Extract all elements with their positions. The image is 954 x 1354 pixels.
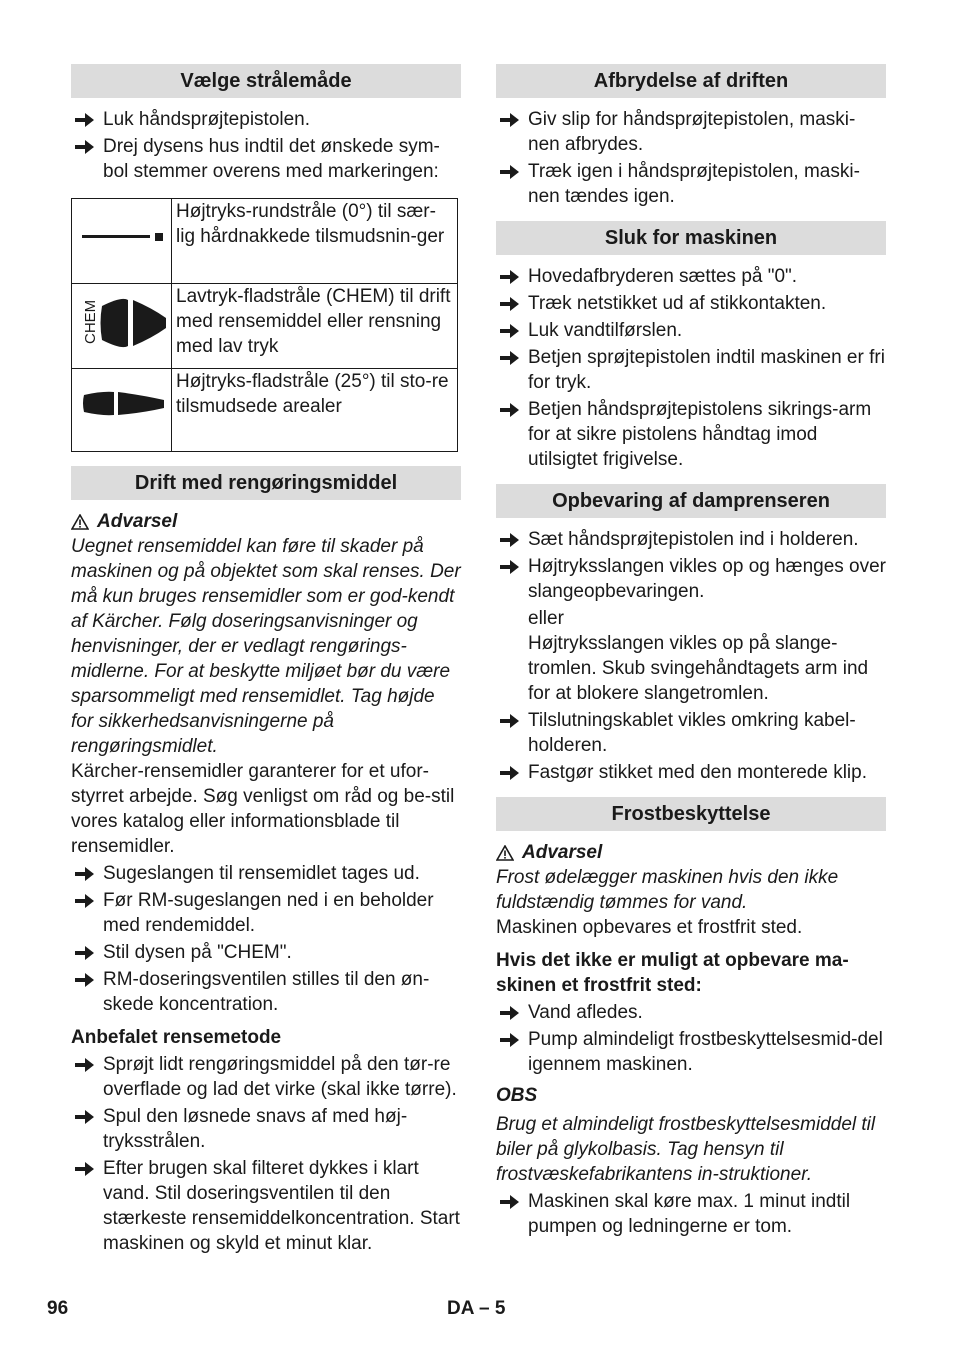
section-heading: Frostbeskyttelse — [496, 797, 886, 831]
list-item: Giv slip for håndsprøjtepistolen, maski-nen afbrydes. — [496, 107, 886, 157]
arrow-icon — [500, 113, 519, 127]
flat-jet-icon — [72, 369, 171, 445]
left-column — [71, 64, 461, 1258]
arrow-icon — [500, 270, 519, 284]
arrow-icon — [75, 867, 94, 881]
alternative-text: Højtryksslangen vikles op på slange-tromlen. Skub svingehåndtagets arm ind for at blokere slangetromlen. — [528, 633, 869, 704]
table-cell — [72, 369, 172, 452]
arrow-icon — [500, 766, 519, 780]
note-text: Brug et almindeligt frostbeskyttelsesmiddel til biler på glykolbasis. Tag hensyn til frostvæskefabrikantens in-struktioner. — [496, 1114, 876, 1185]
language-page-label: DA – 5 — [447, 1298, 506, 1319]
arrow-icon — [75, 946, 94, 960]
section-heading: Sluk for maskinen — [496, 221, 886, 255]
section-heading: Vælge strålemåde — [71, 64, 461, 98]
paragraph: Maskinen opbevares et frostfrit sted. — [496, 917, 803, 938]
list-item: Fastgør stikket med den monterede klip. — [496, 760, 886, 785]
warning-text: Uegnet rensemiddel kan føre til skader på maskinen og på objektet som skal renses. Der må kun bruges rensemidler som er god-kendt af Kärcher. Følg doseringsanvisninger og henvisninger, der er vedlagt rengørings-midlerne. For at beskytte miljøet bør du være sparsommeligt med rensemidlet. Tag højde for sikkerhedsanvisningerne på rengøringsmidlet. — [71, 536, 461, 757]
right-column — [496, 64, 886, 1241]
list-item: Efter brugen skal filteret dykkes i klart vand. Stil doseringsventilen til den stærkeste rensemiddelkoncentration. Start maskinen og skyld et minut klar. — [71, 1156, 461, 1256]
table-row — [72, 284, 458, 369]
arrow-icon — [75, 113, 94, 127]
arrow-icon — [500, 324, 519, 338]
warning-triangle-icon — [71, 514, 89, 530]
list-item: Sprøjt lidt rengøringsmiddel på den tør-re overflade og lad det virke (skal ikke tørre). — [71, 1052, 461, 1102]
arrow-icon — [500, 560, 519, 574]
warning-heading: Advarsel — [71, 509, 461, 534]
list-item: Luk vandtilførslen. — [496, 318, 886, 343]
arrow-icon — [500, 1033, 519, 1047]
arrow-icon — [500, 165, 519, 179]
list-item: Maskinen skal køre max. 1 minut indtil pumpen og ledningerne er tom. — [496, 1189, 886, 1239]
list-item: Sugeslangen til rensemidlet tages ud. — [71, 861, 461, 886]
list-item: Luk håndsprøjtepistolen. — [71, 107, 461, 132]
chem-label: CHEM — [82, 299, 99, 344]
list-item: Drej dysens hus indtil det ønskede sym-bol stemmer overens med markeringen: — [71, 134, 461, 184]
list-item: Sæt håndsprøjtepistolen ind i holderen. — [496, 527, 886, 552]
list-item: Hovedafbryderen sættes på "0". — [496, 264, 886, 289]
section-heading: Drift med rengøringsmiddel — [71, 466, 461, 500]
table-row — [72, 369, 458, 452]
note-heading: OBS — [496, 1085, 538, 1106]
table-cell: Højtryks-fladstråle (25°) til sto-re tilsmudsede arealer — [172, 369, 458, 452]
warning-text: Frost ødelægger maskinen hvis den ikke fuldstændig tømmes for vand. — [496, 867, 839, 913]
list-item: Betjen sprøjtepistolen indtil maskinen er fri for tryk. — [496, 345, 886, 395]
section-heading: Afbrydelse af driften — [496, 64, 886, 98]
arrow-icon — [500, 714, 519, 728]
arrow-icon — [75, 1058, 94, 1072]
subheading: Anbefalet rensemetode — [71, 1027, 282, 1048]
arrow-icon — [500, 351, 519, 365]
arrow-icon — [75, 140, 94, 154]
list-item: Stil dysen på "CHEM". — [71, 940, 461, 965]
arrow-icon — [75, 894, 94, 908]
arrow-icon — [500, 533, 519, 547]
subheading: Hvis det ikke er muligt at opbevare ma-skinen et frostfrit sted: — [496, 950, 849, 996]
arrow-icon — [75, 1110, 94, 1124]
paragraph: Kärcher-rensemidler garanterer for et ufor-styrret arbejde. Søg venligst om råd og be-stil vores katalog eller informationsblade til rensemidler. — [71, 761, 455, 857]
list-item: Betjen håndsprøjtepistolens sikrings-arm for at sikre pistolens håndtag imod utilsigtet frigivelse. — [496, 397, 886, 472]
table-cell: Højtryks-rundstråle (0°) til sær-lig hårdnakkede tilsmudsnin-ger — [172, 199, 458, 284]
table-cell — [72, 284, 172, 369]
list-item: RM-doseringsventilen stilles til den øn-skede koncentration. — [71, 967, 461, 1017]
alternative-label: eller — [528, 608, 564, 629]
list-item: Pump almindeligt frostbeskyttelsesmid-del igennem maskinen. — [496, 1027, 886, 1077]
list-item: Vand afledes. — [496, 1000, 886, 1025]
arrow-icon — [500, 1195, 519, 1209]
arrow-icon — [500, 297, 519, 311]
chem-flat-jet-icon — [72, 284, 171, 362]
section-heading: Opbevaring af damprenseren — [496, 484, 886, 518]
list-item: Spul den løsnede snavs af med høj-tryksstrålen. — [71, 1104, 461, 1154]
list-item: Træk netstikket ud af stikkontakten. — [496, 291, 886, 316]
warning-triangle-icon — [496, 845, 514, 861]
round-jet-icon — [72, 199, 171, 277]
table-cell: Lavtryk-fladstråle (CHEM) til drift med rensemiddel eller rensning med lav tryk — [172, 284, 458, 369]
spray-mode-table — [71, 198, 458, 452]
table-cell — [72, 199, 172, 284]
warning-heading: Advarsel — [496, 840, 886, 865]
list-item: Træk igen i håndsprøjtepistolen, maski-nen tændes igen. — [496, 159, 886, 209]
table-row — [72, 199, 458, 284]
arrow-icon — [75, 973, 94, 987]
list-item: Højtryksslangen vikles op og hænges over slangeopbevaringen. — [496, 554, 886, 604]
arrow-icon — [75, 1162, 94, 1176]
page-number: 96 — [47, 1298, 69, 1319]
list-item: Før RM-sugeslangen ned i en beholder med rendemiddel. — [71, 888, 461, 938]
list-item: Tilslutningskablet vikles omkring kabel-holderen. — [496, 708, 886, 758]
arrow-icon — [500, 403, 519, 417]
arrow-icon — [500, 1006, 519, 1020]
